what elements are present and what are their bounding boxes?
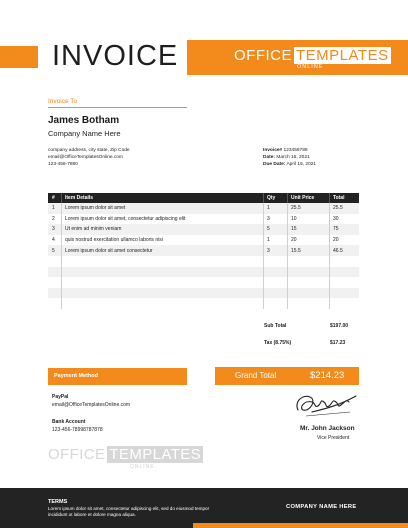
- table-cell: 20: [329, 235, 359, 246]
- client-email: email@OfficeTemplatesOnline.com: [48, 155, 123, 160]
- table-cell: [287, 298, 329, 309]
- table-cell: 3: [52, 226, 55, 233]
- table-cell: [287, 267, 329, 278]
- table-cell: 25.5: [329, 203, 359, 214]
- bank-heading: Bank Account: [52, 419, 86, 425]
- table-cell: 10: [287, 214, 329, 225]
- table-body: [48, 203, 359, 309]
- tax-label: Tax (8.75%): [264, 340, 292, 346]
- table-cell: [287, 256, 329, 267]
- invoice-due-date: Due Date: April 15, 2021: [263, 162, 317, 167]
- table-cell: Ut enim ad minim veniam: [61, 224, 263, 235]
- table-header: # Item Details Qty Unit Price Total: [48, 193, 359, 203]
- watermark-logo: OFFICE TEMPLATES: [48, 446, 202, 463]
- table-cell: 15.5: [287, 245, 329, 256]
- table-cell: [61, 256, 263, 267]
- table-cell: 30: [329, 214, 359, 225]
- table-row: [48, 224, 359, 235]
- grand-total-label: Grand Total: [235, 371, 277, 380]
- table-cell: quis nostrud exercitation ullamco laboris nisi: [61, 235, 263, 246]
- client-name: James Botham: [48, 115, 120, 126]
- table-cell: 46.5: [329, 245, 359, 256]
- subtotal-label: Sub Total: [264, 323, 287, 329]
- payment-method-bar: [48, 368, 187, 385]
- client-address: company address, city state, Zip Code: [48, 148, 130, 153]
- table-cell: [287, 288, 329, 299]
- terms-text: Lorem ipsum dolor sit amet, consectetur adipiscing elit, sed do eiusmod tempor incididunt ut labore et dolore magna aliqua.: [48, 506, 210, 517]
- signer-title: Vice President: [317, 435, 350, 441]
- logo-word-templates: TEMPLATES: [296, 47, 389, 64]
- table-cell: [61, 298, 263, 309]
- table-row: [48, 298, 359, 309]
- client-company: Company Name Here: [48, 129, 121, 138]
- table-cell: [287, 277, 329, 288]
- client-phone: 123-456-7880: [48, 162, 78, 167]
- table-cell: [329, 277, 359, 288]
- footer-accent-bar: [193, 523, 408, 528]
- page-footer: [0, 488, 408, 528]
- table-cell: [61, 267, 263, 278]
- table-cell: 4: [52, 237, 55, 244]
- table-cell: 5: [263, 224, 287, 235]
- table-row: [48, 245, 359, 256]
- table-cell: 1: [263, 235, 287, 246]
- watermark-subtitle: ONLINE: [130, 464, 155, 470]
- tax-value: $17.23: [330, 340, 346, 346]
- table-cell: [61, 277, 263, 288]
- signature-image: [292, 388, 360, 420]
- table-cell: Lorem ipsum dolor sit amet, consectetur adipiscing elit: [61, 214, 263, 225]
- signer-name: Mr. John Jackson: [300, 425, 355, 432]
- table-cell: [329, 267, 359, 278]
- subtotal-value: $197.00: [330, 323, 349, 329]
- table-cell: 20: [287, 235, 329, 246]
- table-row: [48, 267, 359, 278]
- logo-subtitle: ONLINE: [297, 64, 324, 70]
- invoice-to-divider: [48, 107, 187, 108]
- paypal-heading: PayPal: [52, 394, 69, 400]
- table-cell: [263, 256, 287, 267]
- table-cell: [263, 298, 287, 309]
- footer-company-name: COMPANY NAME HERE: [286, 504, 357, 510]
- table-row: [48, 214, 359, 225]
- page-title: INVOICE: [52, 40, 179, 72]
- invoice-date: Date: March 15, 2021: [263, 155, 310, 160]
- table-cell: 25.5: [287, 203, 329, 214]
- table-cell: 15: [287, 224, 329, 235]
- logo-word-office: OFFICE: [234, 47, 292, 64]
- terms-label: TERMS: [48, 499, 68, 505]
- payment-method-label: Payment Method: [54, 373, 99, 379]
- table-row: [48, 256, 359, 267]
- table-cell: 1: [263, 203, 287, 214]
- invoice-number: Invoice# 123456789: [263, 148, 308, 153]
- brand-logo: [187, 40, 408, 75]
- table-cell: 3: [263, 214, 287, 225]
- table-cell: [329, 288, 359, 299]
- table-cell: 5: [52, 247, 55, 254]
- table-cell: [263, 267, 287, 278]
- table-cell: [263, 288, 287, 299]
- table-cell: [263, 277, 287, 288]
- table-row: [48, 203, 359, 214]
- table-cell: [329, 256, 359, 267]
- table-cell: Lorem ipsum dolor sit amet: [61, 203, 263, 214]
- table-row: [48, 288, 359, 299]
- grand-total-bar: [215, 367, 359, 385]
- table-cell: 2: [52, 215, 55, 222]
- grand-total-value: $214.23: [310, 370, 345, 381]
- bank-account-number: 123-456-78998787878: [52, 427, 103, 433]
- line-items-table: [48, 193, 359, 309]
- table-cell: 1: [52, 205, 55, 212]
- table-row: [48, 235, 359, 246]
- table-cell: 3: [263, 245, 287, 256]
- header-accent-bar: [0, 46, 38, 68]
- invoice-to-label: Invoice To: [48, 98, 78, 105]
- table-cell: [329, 298, 359, 309]
- table-cell: Lorem ipsum dolor sit amet consectetur: [61, 245, 263, 256]
- paypal-email: email@OfficeTemplatesOnline.com: [52, 402, 131, 408]
- table-row: [48, 277, 359, 288]
- table-cell: 75: [329, 224, 359, 235]
- table-cell: [61, 288, 263, 299]
